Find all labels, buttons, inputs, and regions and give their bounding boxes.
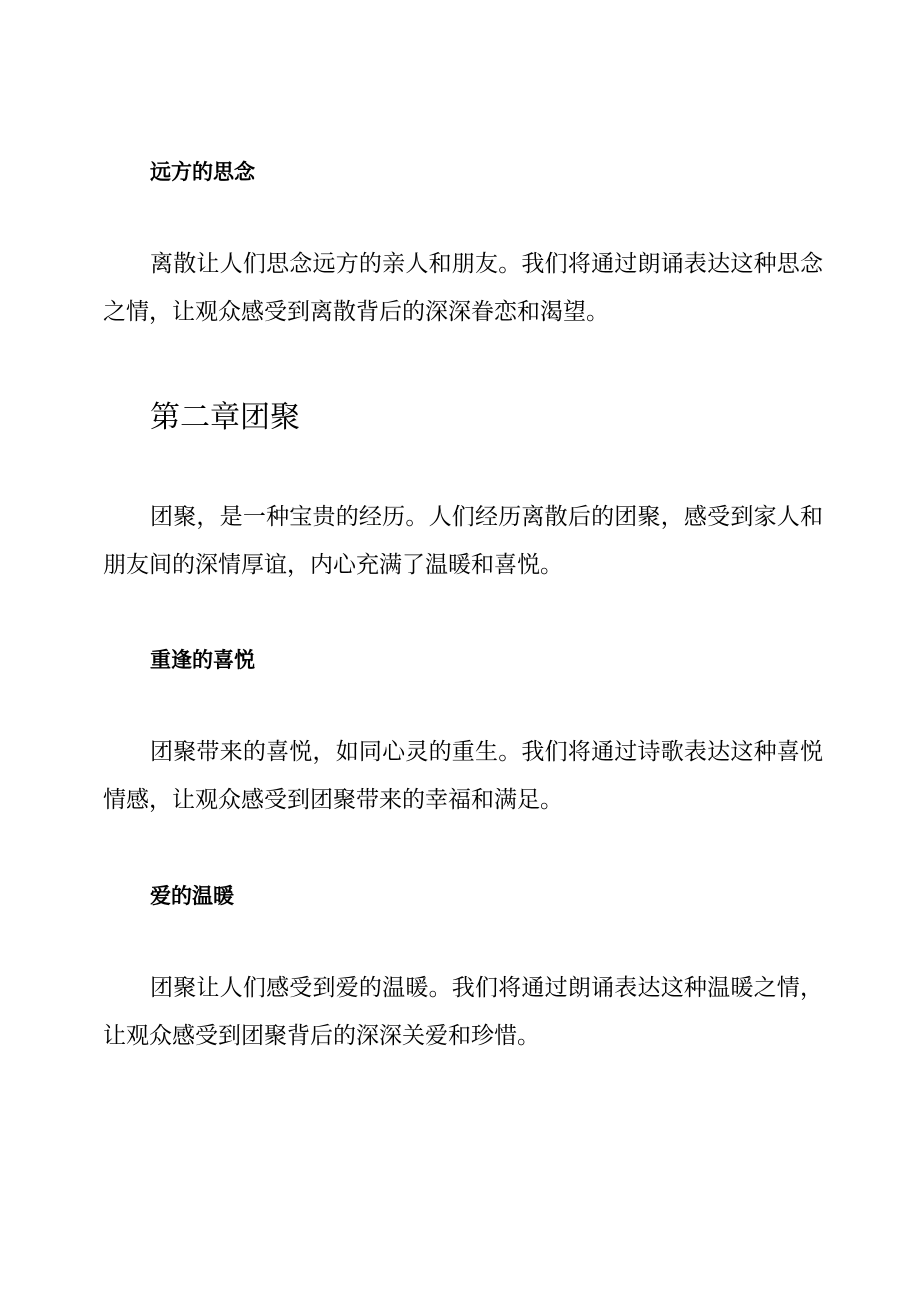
section-heading-joy: 重逢的喜悦 xyxy=(150,648,255,672)
section-heading-warmth: 爱的温暖 xyxy=(150,884,234,908)
section-heading-longing: 远方的思念 xyxy=(150,160,255,184)
paragraph-joy: 团聚带来的喜悦，如同心灵的重生。我们将通过诗歌表达这种喜悦情感，让观众感受到团聚带来的幸福和满足。 xyxy=(103,739,823,813)
paragraph-reunion-intro: 团聚，是一种宝贵的经历。人们经历离散后的团聚，感受到家人和朋友间的深情厚谊，内心充满了温暖和喜悦。 xyxy=(103,504,823,578)
paragraph-warmth: 团聚让人们感受到爱的温暖。我们将通过朗诵表达这种温暖之情，让观众感受到团聚背后的深深关爱和珍惜。 xyxy=(103,975,823,1049)
paragraph-longing: 离散让人们思念远方的亲人和朋友。我们将通过朗诵表达这种思念之情，让观众感受到离散背后的深深眷恋和渴望。 xyxy=(103,251,823,325)
chapter-title-reunion: 第二章团聚 xyxy=(150,400,300,435)
